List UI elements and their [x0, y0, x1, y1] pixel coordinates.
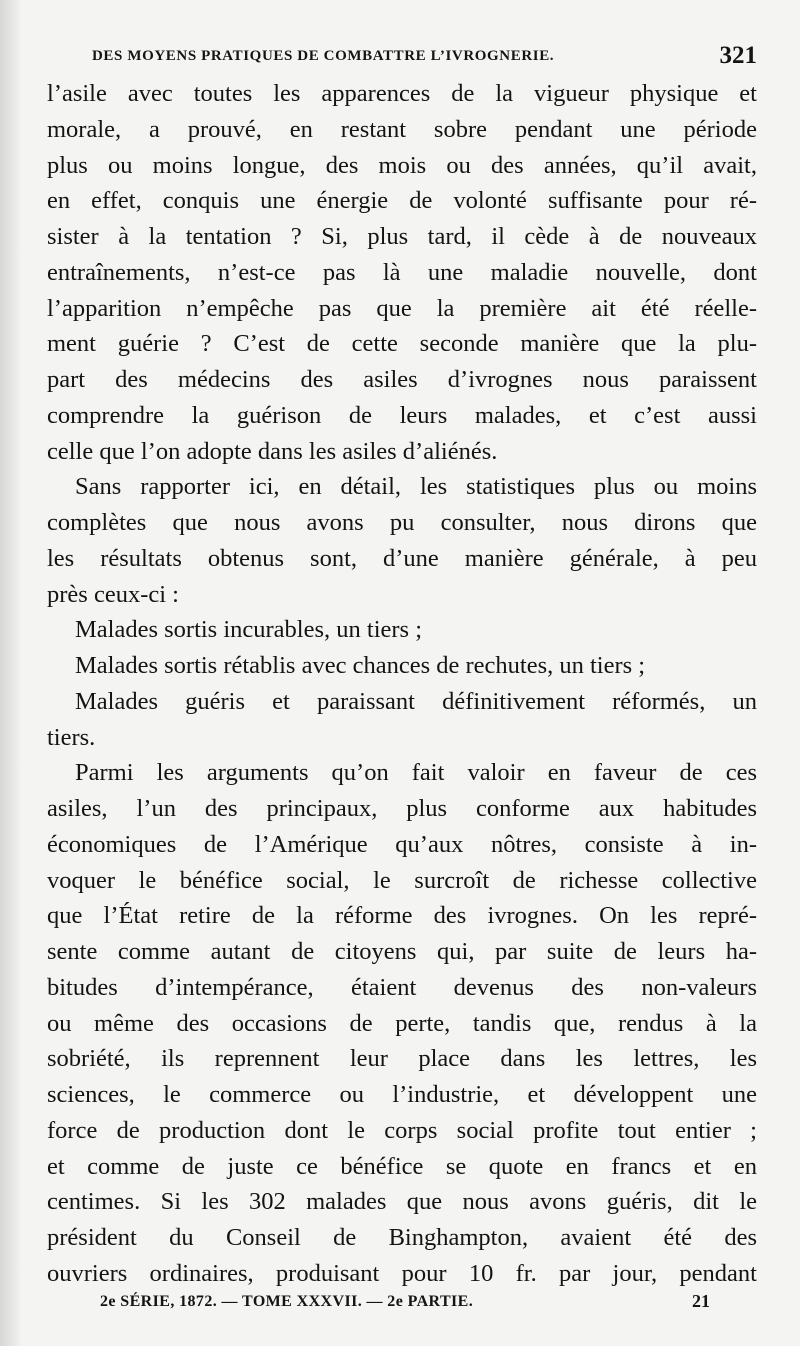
text-line: comprendre la guérison de leurs malades, et c’est aussi: [47, 401, 757, 429]
text-line: morale, a prouvé, en restant sobre pendant une période: [47, 115, 757, 143]
text-line: Parmi les arguments qu’on fait valoir en faveur de ces: [75, 759, 757, 787]
printer-signature: 2e SÉRIE, 1872. — TOME XXXVII. — 2e PARTIE.: [100, 1293, 474, 1310]
text-line: plus ou moins longue, des mois ou des années, qu’il avait,: [47, 151, 757, 179]
text-line: tiers.: [47, 723, 96, 751]
page-header: [92, 44, 757, 72]
text-line: président du Conseil de Binghampton, avaient été des: [47, 1224, 757, 1251]
signature-mark: 21: [692, 1291, 710, 1311]
text-line: bitudes d’intempérance, étaient devenus des non-valeurs: [47, 973, 757, 1001]
text-line: force de production dont le corps social profite tout entier ;: [47, 1116, 757, 1144]
text-line: ouvriers ordinaires, produisant pour 10 fr. par jour, pendant: [47, 1259, 757, 1287]
list-item: Malades sortis incurables, un tiers ;: [75, 616, 423, 644]
text-line: sister à la tentation ? Si, plus tard, il cède à de nouveaux: [47, 223, 757, 250]
text-line: l’asile avec toutes les apparences de la vigueur physique et: [47, 80, 757, 107]
text-line: asiles, l’un des principaux, plus conforme aux habitudes: [47, 795, 757, 822]
text-line: celle que l’on adopte dans les asiles d’aliénés.: [47, 437, 498, 465]
text-line: sciences, le commerce ou l’industrie, et développent une: [47, 1081, 757, 1108]
binding-shadow: [0, 0, 22, 1346]
body-text: [47, 76, 757, 1292]
text-line: entraînements, n’est-ce pas là une maladie nouvelle, dont: [47, 258, 757, 286]
text-line: et comme de juste ce bénéfice se quote en francs et en: [47, 1152, 757, 1180]
text-line: sente comme autant de citoyens qui, par suite de leurs ha-: [47, 938, 757, 965]
text-line: sobriété, ils reprennent leur place dans les lettres, les: [47, 1045, 757, 1073]
list-item: Malades guéris et paraissant définitivement réformés, un: [75, 687, 757, 715]
list-item: Malades sortis rétablis avec chances de rechutes, un tiers ;: [75, 652, 646, 679]
text-line: l’apparition n’empêche pas que la première ait été réelle-: [47, 294, 757, 322]
text-line: les résultats obtenus sont, d’une manière générale, à peu: [47, 544, 757, 572]
text-line: que l’État retire de la réforme des ivrognes. On les repré-: [47, 902, 757, 930]
text-line: part des médecins des asiles d’ivrognes nous paraissent: [47, 366, 757, 393]
text-line: centimes. Si les 302 malades que nous avons guéris, dit le: [47, 1188, 757, 1216]
text-line: en effet, conquis une énergie de volonté suffisante pour ré-: [47, 187, 757, 215]
page-footer: [100, 1293, 710, 1319]
page-number: 321: [719, 42, 757, 69]
running-title: DES MOYENS PRATIQUES DE COMBATTRE L’IVROGNERIE.: [92, 48, 555, 64]
text-line: complètes que nous avons pu consulter, nous dirons que: [47, 509, 757, 536]
text-line: ou même des occasions de perte, tandis que, rendus à la: [47, 1009, 757, 1037]
text-line: Sans rapporter ici, en détail, les statistiques plus ou moins: [75, 473, 757, 501]
text-line: économiques de l’Amérique qu’aux nôtres, consiste à in-: [47, 830, 757, 858]
text-line: près ceux-ci :: [47, 580, 179, 608]
text-line: ment guérie ? C’est de cette seconde manière que la plu-: [47, 330, 757, 358]
text-line: voquer le bénéfice social, le surcroît de richesse collective: [47, 866, 757, 894]
